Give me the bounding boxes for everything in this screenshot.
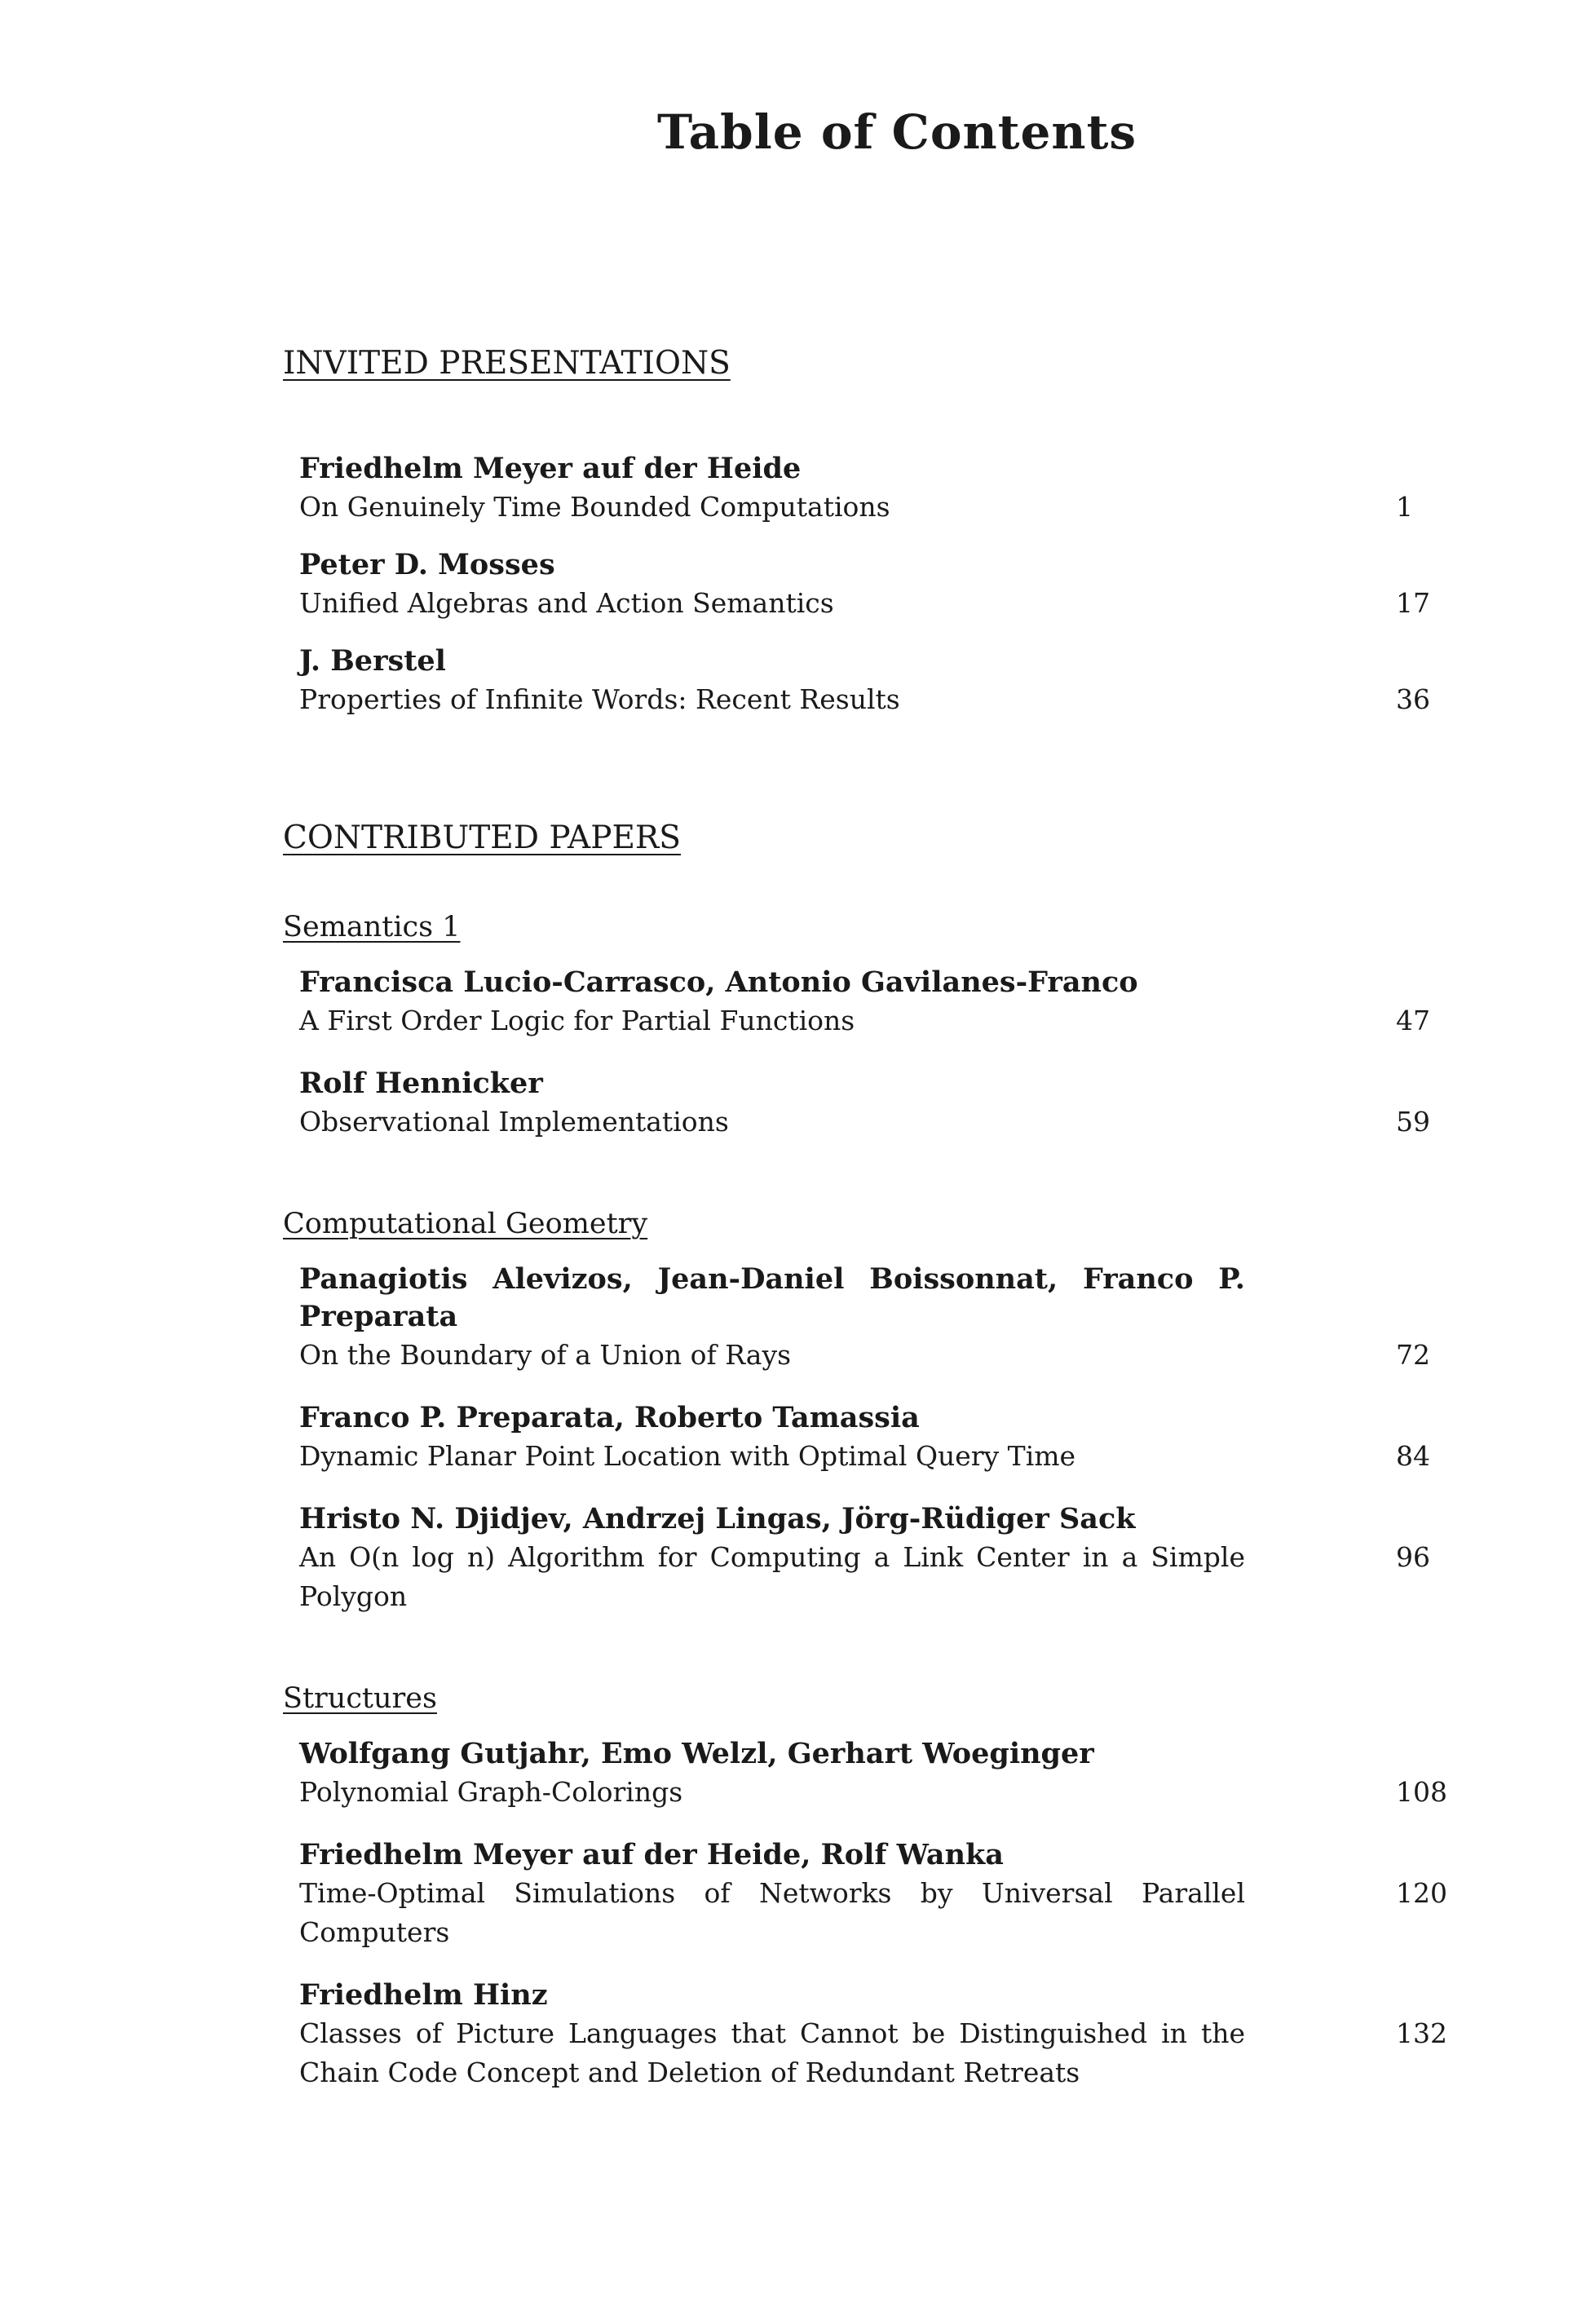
entry-page-number: 36 [1396, 683, 1430, 715]
toc-entry[interactable] [299, 1836, 1449, 1952]
entry-title: Time-Optimal Simulations of Networks by Universal Parallel Computers [299, 1877, 1245, 1948]
subsection-heading: Semantics 1 [283, 911, 461, 943]
entry-row [299, 584, 1449, 623]
entry-authors: Peter D. Mosses [299, 548, 555, 581]
subsection-computational-geometry [283, 1205, 1449, 1616]
subsection-entries [299, 1261, 1449, 1616]
entry-row [299, 1102, 1449, 1142]
entry-row [299, 1874, 1449, 1952]
subsection-entries [299, 964, 1449, 1142]
entry-title: Properties of Infinite Words: Recent Results [299, 683, 900, 715]
toc-entry[interactable] [299, 964, 1449, 1040]
entry-authors: Hristo N. Djidjev, Andrzej Lingas, Jörg-Rüdiger Sack [299, 1502, 1136, 1535]
entry-title: Unified Algebras and Action Semantics [299, 587, 834, 619]
entry-title: Classes of Picture Languages that Cannot be Distinguished in the Chain Code Concept and Deletion of Redundant Retreats [299, 2017, 1245, 2088]
entry-authors: Rolf Hennicker [299, 1067, 543, 1100]
entry-page-number: 1 [1396, 491, 1413, 523]
entry-page-number: 120 [1396, 1877, 1447, 1909]
entry-row [299, 1336, 1449, 1375]
entry-row [299, 1001, 1449, 1040]
entry-row [299, 488, 1449, 527]
subsection-structures [283, 1680, 1449, 2092]
invited-section [283, 342, 1449, 719]
toc-entry[interactable] [299, 1261, 1449, 1375]
entry-authors: Francisca Lucio-Carrasco, Antonio Gavilanes-Franco [299, 965, 1138, 999]
entry-page-number: 59 [1396, 1106, 1430, 1138]
entry-title: Polynomial Graph-Colorings [299, 1776, 683, 1808]
toc-entry[interactable] [299, 1399, 1449, 1476]
entry-title: An O(n log n) Algorithm for Computing a Link Center in a Simple Polygon [299, 1541, 1245, 1612]
entry-page-number: 132 [1396, 2017, 1447, 2049]
entry-title: Observational Implementations [299, 1106, 729, 1138]
entry-page-number: 72 [1396, 1339, 1430, 1371]
entry-page-number: 108 [1396, 1776, 1447, 1808]
toc-entry[interactable] [299, 643, 1449, 719]
subsection-semantics-1 [283, 908, 1449, 1142]
toc-entry[interactable] [299, 450, 1449, 527]
entry-title: A First Order Logic for Partial Functions [299, 1005, 855, 1036]
entry-row [299, 680, 1449, 719]
entry-row [299, 1538, 1449, 1616]
contributed-section [283, 817, 1449, 2092]
entry-authors: Friedhelm Hinz [299, 1978, 548, 2012]
toc-entry[interactable] [299, 546, 1449, 623]
toc-entry[interactable] [299, 1065, 1449, 1142]
entry-authors: Friedhelm Meyer auf der Heide, Rolf Wanka [299, 1838, 1004, 1871]
invited-heading: INVITED PRESENTATIONS [283, 345, 731, 382]
entry-row [299, 2014, 1449, 2092]
entry-title: On the Boundary of a Union of Rays [299, 1339, 792, 1371]
entry-authors: Friedhelm Meyer auf der Heide [299, 452, 802, 485]
entry-authors: Franco P. Preparata, Roberto Tamassia [299, 1401, 920, 1434]
entry-authors: Panagiotis Alevizos, Jean-Daniel Boissonnat, Franco P. Preparata [299, 1262, 1245, 1333]
entry-title: Dynamic Planar Point Location with Optimal Query Time [299, 1440, 1076, 1472]
entry-page-number: 17 [1396, 587, 1430, 619]
subsection-heading: Computational Geometry [283, 1208, 648, 1240]
entry-page-number: 47 [1396, 1005, 1430, 1036]
entry-page-number: 96 [1396, 1541, 1430, 1573]
entry-authors: J. Berstel [299, 644, 446, 678]
entry-row [299, 1437, 1449, 1476]
entry-authors: Wolfgang Gutjahr, Emo Welzl, Gerhart Woeginger [299, 1737, 1094, 1770]
entry-page-number: 84 [1396, 1440, 1430, 1472]
subsection-entries [299, 1735, 1449, 2092]
toc-entry[interactable] [299, 1977, 1449, 2092]
toc-entry[interactable] [299, 1735, 1449, 1812]
entry-row [299, 1773, 1449, 1812]
invited-entries [299, 450, 1449, 719]
toc-entry[interactable] [299, 1500, 1449, 1616]
contributed-heading: CONTRIBUTED PAPERS [283, 820, 682, 856]
toc-content [283, 342, 1449, 2156]
entry-title: On Genuinely Time Bounded Computations [299, 491, 890, 523]
subsection-heading: Structures [283, 1682, 437, 1715]
page-title: Table of Contents [656, 104, 1137, 160]
